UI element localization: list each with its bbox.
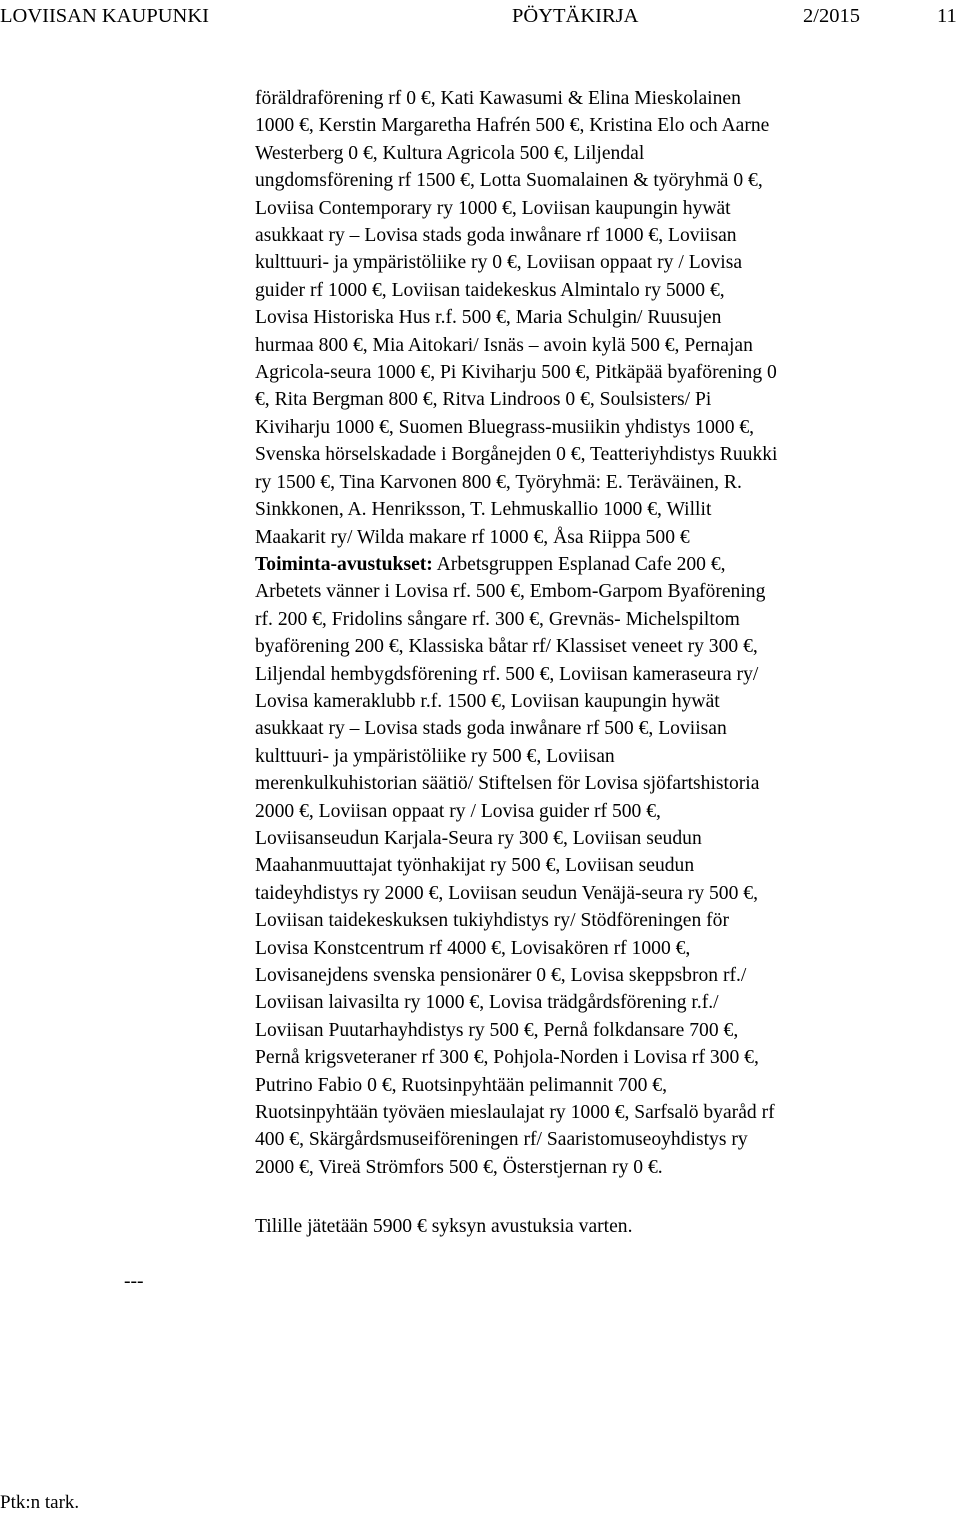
text-line: Kiviharju 1000 €, Suomen Bluegrass-musiikin yhdistys 1000 €, [255, 416, 755, 438]
text-line: Pernå krigsveteraner rf 300 €, Pohjola-Norden i Lovisa rf 300 €, [255, 1047, 759, 1069]
text-line: Loviisan Puutarhayhdistys ry 500 €, Pernå folkdansare 700 €, [255, 1019, 739, 1041]
text-line: merenkulkuhistorian säätiö/ Stiftelsen för Lovisa sjöfartshistoria [255, 773, 760, 795]
text-line: Loviisa Contemporary ry 1000 €, Loviisan kaupungin hywät [255, 197, 731, 219]
text-line: kulttuuri- ja ympäristöliike ry 0 €, Loviisan oppaat ry / Lovisa [255, 252, 743, 274]
document-type: PÖYTÄKIRJA [512, 5, 639, 27]
text-line [255, 551, 877, 578]
page-header [0, 2, 960, 30]
text-line: Svenska hörselskadade i Borgånejden 0 €, Teatteriyhdistys Ruukki [255, 444, 778, 466]
document-number: 2/2015 [803, 5, 860, 27]
text-line: Maahanmuuttajat työnhakijat ry 500 €, Loviisan seudun [255, 855, 695, 877]
text-line: ry 1500 €, Tina Karvonen 800 €, Työryhmä: E. Teräväinen, R. [255, 471, 742, 493]
text-line: Arbetets vänner i Lovisa rf. 500 €, Embom-Garpom Byaförening [255, 581, 766, 603]
text-line: hurmaa 800 €, Mia Aitokari/ Isnäs – avoin kylä 500 €, Pernajan [255, 334, 753, 356]
section-separator: --- [124, 1271, 144, 1292]
text-line: Lovisa Konstcentrum rf 4000 €, Lovisakören rf 1000 €, [255, 937, 691, 959]
text-line: 2000 €, Vireä Strömfors 500 €, Österstjernan ry 0 €. [255, 1156, 663, 1178]
text-line: taideyhdistys ry 2000 €, Loviisan seudun Venäjä-seura ry 500 €, [255, 882, 758, 904]
text-line: Liljendal hembygdsförening rf. 500 €, Loviisan kameraseura ry/ [255, 663, 759, 685]
text-line: Lovisa kameraklubb r.f. 1500 €, Loviisan kaupungin hywät [255, 690, 720, 712]
grant-list-text [255, 85, 877, 1181]
municipality-name: LOVIISAN KAUPUNKI [0, 5, 209, 27]
section-label-continuation: Arbetsgruppen Esplanad Cafe 200 €, [432, 553, 726, 575]
section-label: Toiminta-avustukset: [255, 553, 433, 575]
text-line: Westerberg 0 €, Kultura Agricola 500 €, Liljendal [255, 142, 645, 164]
text-line: 1000 €, Kerstin Margaretha Hafrén 500 €, Kristina Elo och Aarne [255, 115, 770, 137]
text-line: asukkaat ry – Lovisa stads goda inwånare rf 1000 €, Loviisan [255, 225, 737, 247]
text-line: Sinkkonen, A. Henriksson, T. Lehmuskallio 1000 €, Willit [255, 499, 712, 521]
text-line: €, Rita Bergman 800 €, Ritva Lindroos 0 €, Soulsisters/ Pi [255, 389, 712, 411]
text-line: asukkaat ry – Lovisa stads goda inwånare rf 500 €, Loviisan [255, 718, 727, 740]
text-line: guider rf 1000 €, Loviisan taidekeskus Almintalo ry 5000 €, [255, 279, 725, 301]
text-line: byaförening 200 €, Klassiska båtar rf/ Klassiset veneet ry 300 €, [255, 636, 758, 658]
text-line: 400 €, Skärgårdsmuseiföreningen rf/ Saaristomuseoyhdistys ry [255, 1129, 748, 1151]
text-line: Loviisan taidekeskuksen tukiyhdistys ry/ Stödföreningen för [255, 910, 729, 932]
text-line: Lovisanejdens svenska pensionärer 0 €, Lovisa skeppsbron rf./ [255, 965, 747, 986]
text-line: Loviisan laivasilta ry 1000 €, Lovisa trädgårdsförening r.f./ [255, 992, 719, 1014]
text-line: Agricola-seura 1000 €, Pi Kiviharju 500 €, Pitkäpää byaförening 0 [255, 362, 777, 384]
text-line: föräldraförening rf 0 €, Kati Kawasumi & Elina Mieskolainen [255, 88, 741, 109]
text-line: Loviisanseudun Karjala-Seura ry 300 €, Loviisan seudun [255, 827, 702, 849]
footer-checker-label: Ptk:n tark. [0, 1492, 80, 1513]
text-line: Maakarit ry/ Wilda makare rf 1000 €, Åsa Riippa 500 € [255, 526, 690, 548]
text-line: Ruotsinpyhtään työväen mieslaulajat ry 1000 €, Sarfsalö byaråd rf [255, 1102, 775, 1124]
text-line: ungdomsförening rf 1500 €, Lotta Suomalainen & työryhmä 0 €, [255, 170, 763, 192]
page-number: 11 [937, 5, 957, 27]
text-line: Lovisa Historiska Hus r.f. 500 €, Maria Schulgin/ Ruusujen [255, 307, 722, 329]
closing-statement: Tilille jätetään 5900 € syksyn avustuksia varten. [255, 1216, 633, 1237]
text-line: 2000 €, Loviisan oppaat ry / Lovisa guider rf 500 €, [255, 800, 661, 822]
text-line: kulttuuri- ja ympäristöliike ry 500 €, Loviisan [255, 745, 615, 767]
text-line: rf. 200 €, Fridolins sångare rf. 300 €, Grevnäs- Michelspiltom [255, 608, 740, 630]
text-line: Putrino Fabio 0 €, Ruotsinpyhtään pelimannit 700 €, [255, 1074, 667, 1096]
